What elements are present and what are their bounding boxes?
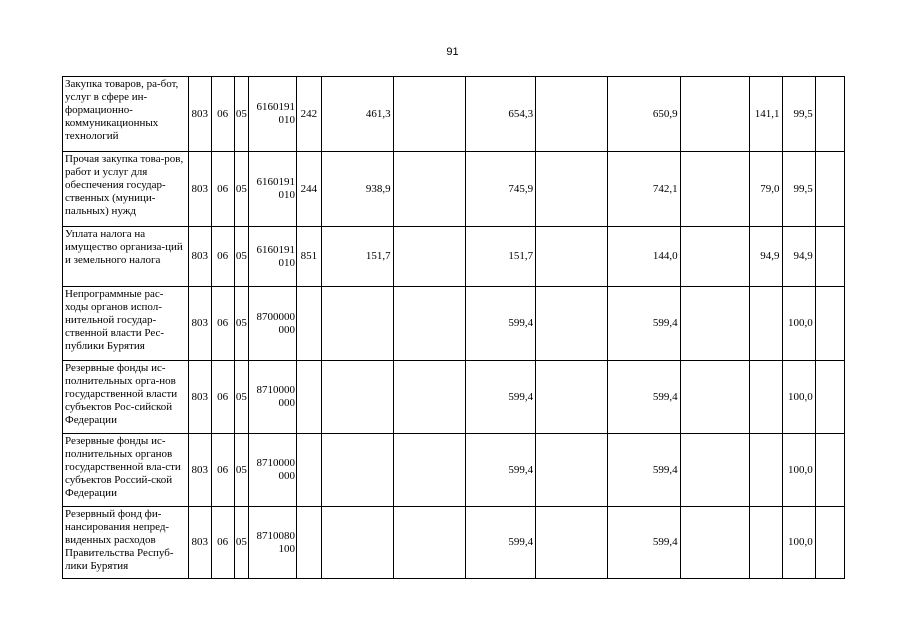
empty-cell [680, 434, 750, 507]
value-cell-1: 938,9 [321, 152, 393, 227]
value-cell-4: 141,1 [750, 77, 782, 152]
vr-cell: 851 [296, 227, 321, 287]
pr-cell: 05 [234, 361, 249, 434]
rz-cell: 06 [211, 434, 234, 507]
empty-cell [680, 507, 750, 579]
empty-cell [536, 434, 608, 507]
empty-cell [680, 361, 750, 434]
value-cell-3: 650,9 [607, 77, 680, 152]
rz-cell: 06 [211, 361, 234, 434]
value-cell-5: 99,5 [782, 152, 815, 227]
value-cell-2: 599,4 [466, 507, 536, 579]
empty-cell [536, 227, 608, 287]
value-cell-3: 742,1 [607, 152, 680, 227]
table-row [63, 434, 845, 507]
row-name: Закупка товаров, ра-бот, услуг в сфере ин-формационно-коммуникационных технологий [63, 77, 189, 152]
value-cell-1 [321, 507, 393, 579]
empty-cell [815, 227, 844, 287]
vr-cell [296, 434, 321, 507]
value-cell-5: 100,0 [782, 287, 815, 361]
rz-cell: 06 [211, 152, 234, 227]
row-name: Непрограммные рас-ходы органов испол-нительной государ-ственной власти Рес-публики Бурятия [63, 287, 189, 361]
pr-cell: 05 [234, 287, 249, 361]
value-cell-5: 94,9 [782, 227, 815, 287]
table-row [63, 507, 845, 579]
value-cell-2: 599,4 [466, 434, 536, 507]
value-cell-4: 79,0 [750, 152, 782, 227]
value-cell-4 [750, 434, 782, 507]
value-cell-1 [321, 287, 393, 361]
empty-cell [536, 361, 608, 434]
table-row [63, 361, 845, 434]
value-cell-4: 94,9 [750, 227, 782, 287]
empty-cell [815, 77, 844, 152]
empty-cell [536, 287, 608, 361]
vr-cell [296, 287, 321, 361]
csr-cell: 6160191 010 [249, 77, 297, 152]
value-cell-1 [321, 434, 393, 507]
value-cell-1: 151,7 [321, 227, 393, 287]
empty-cell [815, 361, 844, 434]
row-name: Прочая закупка това-ров, работ и услуг для обеспечения государ-ственных (муници-пальных) нужд [63, 152, 189, 227]
empty-cell [680, 227, 750, 287]
value-cell-2: 599,4 [466, 361, 536, 434]
gr-cell: 803 [188, 361, 211, 434]
vr-cell [296, 507, 321, 579]
gr-cell: 803 [188, 227, 211, 287]
gr-cell: 803 [188, 434, 211, 507]
rz-cell: 06 [211, 77, 234, 152]
empty-cell [393, 152, 466, 227]
budget-table [62, 76, 845, 579]
table-row [63, 152, 845, 227]
empty-cell [680, 152, 750, 227]
vr-cell [296, 361, 321, 434]
value-cell-5: 100,0 [782, 361, 815, 434]
gr-cell: 803 [188, 287, 211, 361]
empty-cell [536, 152, 608, 227]
value-cell-5: 100,0 [782, 434, 815, 507]
rz-cell: 06 [211, 227, 234, 287]
empty-cell [815, 507, 844, 579]
row-name: Уплата налога на имущество организа-ций и земельного налога [63, 227, 189, 287]
empty-cell [680, 77, 750, 152]
pr-cell: 05 [234, 77, 249, 152]
pr-cell: 05 [234, 434, 249, 507]
empty-cell [536, 77, 608, 152]
value-cell-3: 599,4 [607, 287, 680, 361]
empty-cell [680, 287, 750, 361]
value-cell-1 [321, 361, 393, 434]
value-cell-3: 144,0 [607, 227, 680, 287]
empty-cell [393, 434, 466, 507]
value-cell-3: 599,4 [607, 434, 680, 507]
rz-cell: 06 [211, 507, 234, 579]
value-cell-2: 654,3 [466, 77, 536, 152]
page-number: 91 [446, 46, 459, 58]
row-name: Резервные фонды ис-полнительных орга-нов государственной власти субъектов Рос-сийской Федерации [63, 361, 189, 434]
csr-cell: 8710000 000 [249, 361, 297, 434]
empty-cell [393, 361, 466, 434]
empty-cell [393, 507, 466, 579]
csr-cell: 8700000 000 [249, 287, 297, 361]
value-cell-3: 599,4 [607, 507, 680, 579]
csr-cell: 8710000 000 [249, 434, 297, 507]
csr-cell: 6160191 010 [249, 152, 297, 227]
empty-cell [393, 287, 466, 361]
value-cell-2: 745,9 [466, 152, 536, 227]
gr-cell: 803 [188, 507, 211, 579]
value-cell-4 [750, 287, 782, 361]
value-cell-4 [750, 507, 782, 579]
csr-cell: 8710080 100 [249, 507, 297, 579]
empty-cell [536, 507, 608, 579]
empty-cell [815, 287, 844, 361]
table-row [63, 77, 845, 152]
value-cell-4 [750, 361, 782, 434]
row-name: Резервные фонды ис-полнительных органов государственной вла-сти субъектов Россий-ской Федерации [63, 434, 189, 507]
pr-cell: 05 [234, 507, 249, 579]
rz-cell: 06 [211, 287, 234, 361]
empty-cell [393, 77, 466, 152]
vr-cell: 242 [296, 77, 321, 152]
row-name: Резервный фонд фи-нансирования непред-виденных расходов Правительства Респуб-лики Бурятия [63, 507, 189, 579]
value-cell-5: 99,5 [782, 77, 815, 152]
gr-cell: 803 [188, 152, 211, 227]
table-row [63, 287, 845, 361]
csr-cell: 6160191 010 [249, 227, 297, 287]
empty-cell [393, 227, 466, 287]
value-cell-3: 599,4 [607, 361, 680, 434]
pr-cell: 05 [234, 152, 249, 227]
value-cell-5: 100,0 [782, 507, 815, 579]
vr-cell: 244 [296, 152, 321, 227]
value-cell-1: 461,3 [321, 77, 393, 152]
gr-cell: 803 [188, 77, 211, 152]
value-cell-2: 599,4 [466, 287, 536, 361]
empty-cell [815, 152, 844, 227]
value-cell-2: 151,7 [466, 227, 536, 287]
table-row [63, 227, 845, 287]
pr-cell: 05 [234, 227, 249, 287]
empty-cell [815, 434, 844, 507]
